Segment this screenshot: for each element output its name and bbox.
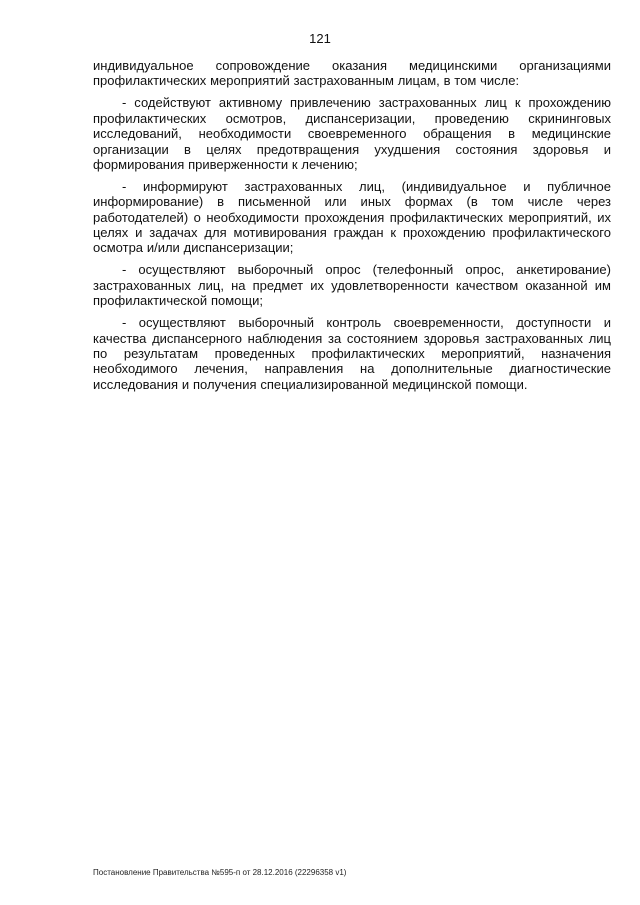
paragraph-item-inform: - информируют застрахованных лиц, (индивидуальное и публичное информирование) в письменной или иных формах (в том числе через работодателей) о необходимости прохождения профилактических мероприятий, их целях и задачах для мотивирования граждан к прохождению профилактического осмотра и/или диспансеризации; — [93, 178, 611, 256]
paragraph-item-survey: - осуществляют выборочный опрос (телефонный опрос, анкетирование) застрахованных лиц, на предмет их удовлетворенности качеством оказанной им профилактической помощи; — [93, 262, 611, 309]
paragraph-item-promote: - содействуют активному привлечению застрахованных лиц к прохождению профилактических осмотров, диспансеризации, проведению скрининговых исследований, необходимости своевременного обращения в медицинские организации в целях предотвращения ухудшения состояния здоровья и формирования приверженности к лечению; — [93, 95, 611, 172]
paragraph-item-control: - осуществляют выборочный контроль своевременности, доступности и качества диспансерного наблюдения за состоянием здоровья застрахованных лиц по результатам проведенных профилактических мероприятий, назначения необходимого лечения, направления на дополнительные диагностические исследования и получения специализированной медицинской помощи. — [93, 315, 611, 392]
document-body — [93, 58, 611, 399]
page-number: 121 — [309, 31, 331, 46]
document-footer: Постановление Правительства №595-п от 28.12.2016 (22296358 v1) — [93, 868, 347, 877]
paragraph-intro: индивидуальное сопровождение оказания медицинскими организациями профилактических мероприятий застрахованным лицам, в том числе: — [93, 58, 611, 89]
